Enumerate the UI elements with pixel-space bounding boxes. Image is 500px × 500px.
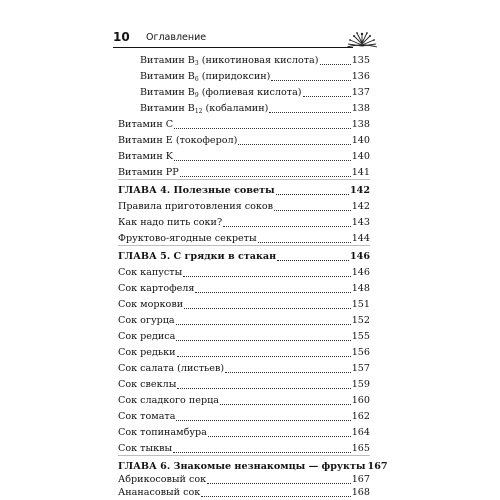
toc-entry (118, 132, 370, 148)
toc-entry-title: Витамин PP (118, 167, 179, 178)
section-divider (118, 245, 370, 246)
toc-entry (118, 230, 370, 246)
toc-entry-page: 137 (351, 87, 370, 98)
toc-entry-title: Фруктово-ягодные секреты (118, 233, 257, 244)
dot-leader (238, 144, 350, 145)
toc-entry (118, 360, 370, 376)
toc-entry-page: 165 (351, 443, 370, 454)
toc-entry-page: 148 (351, 283, 370, 294)
dot-leader (223, 226, 351, 227)
dot-leader (220, 404, 351, 405)
toc-entry-title: Сок огурца (118, 315, 175, 326)
toc-entry-page: 156 (351, 347, 370, 358)
dot-leader (183, 276, 350, 277)
toc-entry-page: 155 (351, 331, 370, 342)
toc-entry (118, 280, 370, 296)
toc-entry-page: 141 (351, 167, 370, 178)
toc-chapter-page: 146 (349, 251, 370, 262)
toc-entry-title: Сок салата (листьев) (118, 363, 225, 374)
dot-leader (176, 420, 350, 421)
page-number: 10 (113, 30, 130, 44)
toc-entry-page: 151 (351, 299, 370, 310)
toc-chapter-page: 167 (367, 461, 388, 472)
dot-leader (176, 340, 350, 341)
toc-chapter-title: ГЛАВА 6. Знакомые незнакомцы — фрукты (118, 461, 366, 472)
toc-entry (118, 328, 370, 344)
toc-entry (140, 84, 370, 100)
toc-entry-page: 135 (351, 55, 370, 66)
dot-leader (276, 194, 349, 195)
toc-entry-title: Сок редьки (118, 347, 176, 358)
toc-chapter (118, 248, 370, 264)
toc-entry (118, 484, 370, 500)
toc-entry-page: 157 (351, 363, 370, 374)
toc-entry (118, 424, 370, 440)
dot-leader (176, 324, 351, 325)
toc-entry-title: Витамин $B_{12}$ (кобаламин) (140, 103, 269, 115)
dot-leader (177, 356, 351, 357)
toc-entry (118, 312, 370, 328)
dot-leader (208, 436, 351, 437)
dot-leader (195, 292, 350, 293)
toc-entry-page: 138 (351, 119, 370, 130)
dot-leader (174, 128, 351, 129)
toc-entry (140, 68, 370, 84)
toc-chapter (118, 182, 370, 198)
toc-entry (118, 148, 370, 164)
toc-entry-title: Витамин K (118, 151, 173, 162)
dot-leader (174, 160, 351, 161)
toc-entry-title: Витамин C (118, 119, 174, 130)
dot-leader (320, 64, 351, 65)
toc-chapter-page: 142 (349, 185, 370, 196)
dot-leader (274, 210, 351, 211)
toc-entry (118, 440, 370, 456)
toc-entry (140, 100, 370, 116)
toc-entry-page: 146 (351, 267, 370, 278)
toc-entry-page: 164 (351, 427, 370, 438)
dot-leader (258, 242, 351, 243)
dot-leader (201, 496, 350, 497)
running-title: Оглавление (146, 32, 207, 43)
toc-entry-page: 168 (351, 487, 370, 498)
toc-entry-title: Сок свеклы (118, 379, 177, 390)
toc-entry-title: Витамин E (токоферол) (118, 135, 238, 146)
toc-entry-title: Сок томата (118, 411, 176, 422)
toc-entry-title: Сок топинамбура (118, 427, 207, 438)
toc-entry (118, 214, 370, 230)
toc-entry-page: 136 (351, 71, 370, 82)
toc-entry (118, 392, 370, 408)
toc-entry-page: 167 (351, 474, 370, 485)
toc-entry-page: 140 (351, 151, 370, 162)
dot-leader (225, 372, 351, 373)
dot-leader (271, 80, 350, 81)
toc-entry-title: Сок тыквы (118, 443, 173, 454)
toc-entry-page: 159 (351, 379, 370, 390)
dot-leader (277, 260, 349, 261)
toc-entry (118, 296, 370, 312)
toc-entry (118, 164, 370, 180)
toc-entry (118, 408, 370, 424)
toc-entry (118, 198, 370, 214)
toc-entry-title: Сок картофеля (118, 283, 195, 294)
dot-leader (177, 388, 350, 389)
toc-entry-page: 162 (351, 411, 370, 422)
toc-chapter-title: ГЛАВА 4. Полезные советы (118, 185, 275, 196)
toc-entry-page: 143 (351, 217, 370, 228)
toc-entry-title: Ананасовый сок (118, 487, 201, 498)
dot-leader (180, 176, 351, 177)
toc-entry-title: Витамин $B_3$ (никотиновая кислота) (140, 55, 319, 67)
toc-entry-title: Витамин $B_6$ (пиридоксин) (140, 71, 271, 83)
toc-entry-title: Абрикосовый сок (118, 474, 207, 485)
toc-entry (118, 116, 370, 132)
toc-entry-page: 152 (351, 315, 370, 326)
toc-entry-page: 160 (351, 395, 370, 406)
toc-entry (118, 376, 370, 392)
section-divider (118, 455, 370, 456)
toc-entry-title: Как надо пить соки? (118, 217, 223, 228)
toc-chapter-title: ГЛАВА 5. С грядки в стакан (118, 251, 277, 262)
toc-entry (140, 52, 370, 68)
dot-leader (173, 452, 351, 453)
toc-entry-title: Правила приготовления соков (118, 201, 274, 212)
toc-entry-title: Сок редиса (118, 331, 176, 342)
toc-entry-title: Витамин $B_9$ (фолиевая кислота) (140, 87, 302, 99)
toc-entry (118, 344, 370, 360)
toc-entry-title: Сок моркови (118, 299, 184, 310)
toc-entry-title: Сок капусты (118, 267, 183, 278)
toc-entry-page: 142 (351, 201, 370, 212)
dot-leader (269, 112, 350, 113)
dot-leader (184, 308, 351, 309)
toc-entry-page: 144 (351, 233, 370, 244)
toc-entry (118, 264, 370, 280)
dot-leader (303, 96, 351, 97)
toc-entry-page: 140 (351, 135, 370, 146)
section-divider (118, 179, 370, 180)
toc-entry-page: 138 (351, 103, 370, 114)
toc-entry-title: Сок сладкого перца (118, 395, 219, 406)
